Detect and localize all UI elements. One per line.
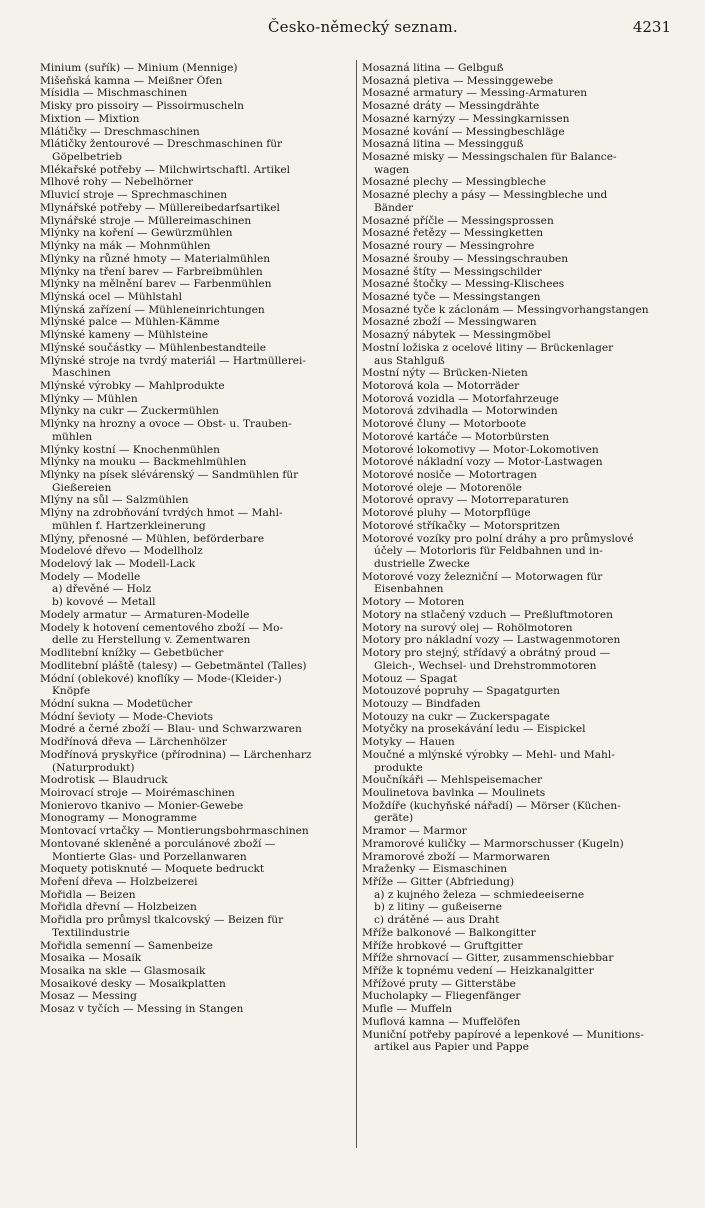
dictionary-entry: Mosazné tyče k záclonám — Messingvorhangstangen	[362, 303, 649, 316]
dictionary-entry: Mostní ložiska z ocelové litiny — Brückenlager	[362, 341, 614, 354]
dictionary-entry: Göpelbetrieb	[52, 151, 123, 164]
dictionary-entry: Montované skleněné a porculánové zboží —	[40, 837, 276, 850]
dictionary-entry: Motyky — Hauen	[362, 736, 455, 749]
dictionary-entry: Textilindustrie	[52, 926, 130, 939]
dictionary-entry: Mosazný nábytek — Messingmöbel	[362, 329, 551, 342]
dictionary-entry: Mosazné štíty — Messingschilder	[362, 265, 542, 278]
dictionary-entry: geräte)	[374, 812, 414, 825]
dictionary-entry: Moulinetova bavlnka — Moulinets	[362, 786, 546, 799]
dictionary-entry: delle zu Herstellung v. Zementwaren	[52, 634, 251, 647]
dictionary-entry: Muflová kamna — Muffelöfen	[362, 1015, 521, 1028]
dictionary-entry: Mosazné zboží — Messingwaren	[362, 316, 537, 329]
dictionary-entry: Mlýny, přenosné — Mühlen, beförderbare	[40, 532, 265, 545]
dictionary-entry: Motorové nosiče — Motortragen	[362, 469, 537, 481]
dictionary-entry: b) kovové — Metall	[52, 596, 156, 609]
dictionary-entry: Misky pro pissoiry — Pissoirmuscheln	[40, 100, 244, 113]
dictionary-entry: mühlen f. Hartzerkleinerung	[52, 519, 206, 532]
dictionary-entry: Mlýnské výrobky — Mahlprodukte	[40, 379, 225, 392]
left-column	[40, 62, 348, 1016]
dictionary-entry: Moučné a mlýnské výrobky — Mehl- und Mahl-	[362, 748, 615, 761]
dictionary-entry: Mosaz — Messing	[40, 990, 137, 1003]
dictionary-entry: Gießereien	[52, 481, 112, 494]
dictionary-entry: Monierovo tkanivo — Monier-Gewebe	[40, 799, 244, 812]
dictionary-entry: Motouz — Spagat	[362, 672, 458, 685]
dictionary-entry: c) drátěné — aus Draht	[374, 914, 500, 927]
dictionary-entry: Modré a černé zboží — Blau- und Schwarzwaren	[40, 723, 302, 736]
dictionary-entry: Módní ševioty — Mode-Cheviots	[40, 710, 214, 723]
dictionary-entry: Mříže balkonové — Balkongitter	[362, 926, 536, 939]
dictionary-entry: Mraženky — Eismaschinen	[362, 863, 508, 876]
dictionary-entry: Muniční potřeby papírové a lepenkové — Munitions-	[362, 1028, 644, 1041]
dictionary-entry: Moirovací stroje — Moirémaschinen	[40, 786, 235, 799]
dictionary-entry: Mlynářské stroje — Müllereimaschinen	[40, 214, 252, 227]
dictionary-entry: Mříže — Gitter (Abfriedung)	[362, 876, 515, 888]
dictionary-entry: Motory pro stejný, střídavý a obrátný proud —	[362, 647, 611, 660]
dictionary-entry: Motory pro nákladní vozy — Lastwagenmotoren	[362, 634, 621, 647]
dictionary-entry: Motorové oleje — Motorenöle	[362, 481, 522, 494]
dictionary-entry: wagen	[374, 163, 410, 176]
dictionary-entry: Mixtion — Mixtion	[40, 112, 140, 125]
dictionary-entry: Motorové pluhy — Motorpflüge	[362, 507, 531, 520]
dictionary-entry: Mlýnky na tření barev — Farbreibmühlen	[40, 265, 263, 278]
dictionary-entry: Mosazné příčle — Messingsprossen	[362, 214, 554, 227]
dictionary-entry: Mosazné karnýzy — Messingkarnissen	[362, 112, 570, 125]
dictionary-entry: Módní (oblekové) knoflíky — Mode-(Kleider-)	[40, 672, 282, 685]
dictionary-entry: Mosazné řetězy — Messingketten	[362, 227, 544, 240]
page-number: 4231	[632, 18, 671, 36]
dictionary-entry: Mlátičky žentourové — Dreschmaschinen für	[40, 138, 283, 151]
dictionary-entry: Mramor — Marmor	[362, 825, 467, 838]
dictionary-entry: Modrotisk — Blaudruck	[40, 774, 168, 787]
dictionary-entry: Maschinen	[52, 367, 111, 380]
dictionary-entry: Mlýnky na mák — Mohnmühlen	[40, 240, 211, 253]
dictionary-entry: Mišeňská kamna — Meißner Öfen	[40, 74, 223, 87]
dictionary-entry: Motorové stříkačky — Motorspritzen	[362, 519, 560, 532]
dictionary-entry: Mlhové rohy — Nebelhörner	[40, 176, 194, 189]
dictionary-entry: Gleich-, Wechsel- und Drehstrommotoren	[374, 659, 597, 672]
dictionary-entry: Mosazné plechy — Messingbleche	[362, 176, 546, 189]
dictionary-entry: Moření dřeva — Holzbeizerei	[40, 876, 198, 888]
dictionary-entry: Mlýnky na hrozny a ovoce — Obst- u. Trauben-	[40, 418, 292, 431]
dictionary-entry: Mluvicí stroje — Sprechmaschinen	[40, 189, 228, 202]
dictionary-entry: Mramorové zboží — Marmorwaren	[362, 850, 551, 863]
dictionary-entry: produkte	[374, 761, 423, 774]
dictionary-entry: Mísidla — Mischmaschinen	[40, 87, 188, 100]
dictionary-entry: Módní sukna — Modetücher	[40, 697, 193, 710]
dictionary-entry: Mosazná litina — Messingguß	[362, 138, 524, 151]
dictionary-entry: Mlýnky na různé hmoty — Materialmühlen	[40, 252, 271, 265]
dictionary-entry: Mlékařské potřeby — Milchwirtschaftl. Artikel	[40, 163, 291, 176]
dictionary-entry: Motorové vozy železniční — Motorwagen für	[362, 570, 603, 583]
dictionary-entry: Mlýnské stroje na tvrdý materiál — Hartmüllerei-	[40, 354, 307, 367]
dictionary-entry: Modlitební pláště (talesy) — Gebetmäntel (Talles)	[40, 659, 307, 672]
dictionary-entry: a) z kujného železa — schmiedeeiserne	[374, 888, 585, 901]
dictionary-entry: Mucholapky — Fliegenfänger	[362, 990, 521, 1003]
dictionary-entry: Mlynářské potřeby — Müllereibedarfsartikel	[40, 201, 280, 214]
dictionary-entry: Motouzové popruhy — Spagatgurten	[362, 685, 560, 698]
dictionary-entry: Mořidla semenní — Samenbeize	[40, 939, 213, 952]
dictionary-entry: Mosazné roury — Messingrohre	[362, 240, 535, 253]
dictionary-entry: Mřížové pruty — Gitterstäbe	[362, 977, 516, 990]
dictionary-entry: Mosazná litina — Gelbguß	[362, 62, 504, 74]
dictionary-entry: Mlýnky na mouku — Backmehlmühlen	[40, 456, 247, 469]
dictionary-entry: Modlitební knížky — Gebetbücher	[40, 647, 224, 660]
dictionary-entry: Mosaz v tyčích — Messing in Stangen	[40, 1003, 244, 1016]
dictionary-entry: Motorová vozidla — Motorfahrzeuge	[362, 392, 559, 405]
dictionary-entry: Monogramy — Monogramme	[40, 812, 197, 825]
dictionary-entry: Mosazná pletiva — Messinggewebe	[362, 74, 554, 87]
dictionary-entry: Mlýnky na písek slévárenský — Sandmühlen für	[40, 469, 299, 481]
dictionary-entry: Mosazné kování — Messingbeschläge	[362, 125, 565, 138]
dictionary-entry: Mosaika na skle — Glasmosaik	[40, 965, 206, 978]
dictionary-entry: Mlátičky — Dreschmaschinen	[40, 125, 200, 138]
dictionary-entry: Motory — Motoren	[362, 596, 465, 609]
dictionary-entry: Mříže k topnému vedení — Heizkanalgitter	[362, 965, 594, 978]
page-header	[0, 18, 705, 40]
dictionary-entry: Mlýnky na cukr — Zuckermühlen	[40, 405, 219, 418]
dictionary-entry: dustrielle Zwecke	[374, 558, 470, 571]
dictionary-entry: Mramorové kuličky — Marmorschusser (Kugeln)	[362, 837, 624, 850]
dictionary-entry: Mlýnky na koření — Gewürzmühlen	[40, 227, 233, 240]
dictionary-entry: Mosazné dráty — Messingdrähte	[362, 100, 540, 113]
dictionary-entry: Mlýnské kameny — Mühlsteine	[40, 329, 209, 342]
dictionary-entry: Modelové dřevo — Modellholz	[40, 545, 203, 558]
column-divider	[356, 60, 357, 1148]
dictionary-entry: Mořidla pro průmysl tkalcovský — Beizen für	[40, 914, 284, 927]
dictionary-entry: Mlýnky kostní — Knochenmühlen	[40, 443, 220, 456]
dictionary-entry: Mlýny na zdrobňování tvrdých hmot — Mahl-	[40, 507, 283, 520]
dictionary-entry: Moučníkáři — Mehlspeisemacher	[362, 774, 543, 787]
dictionary-entry: Motorová kola — Motorräder	[362, 379, 520, 392]
dictionary-entry: účely — Motorloris für Feldbahnen und in-	[374, 545, 603, 558]
dictionary-entry: Modelový lak — Modell-Lack	[40, 558, 196, 571]
dictionary-entry: aus Stahlguß	[374, 354, 445, 367]
dictionary-entry: Mořidla — Beizen	[40, 888, 136, 901]
dictionary-entry: Mosaikové desky — Mosaikplatten	[40, 977, 226, 990]
dictionary-entry: Eisenbahnen	[374, 583, 444, 596]
dictionary-entry: a) dřevěné — Holz	[52, 583, 152, 596]
dictionary-entry: mühlen	[52, 430, 93, 443]
dictionary-entry: Mosaika — Mosaik	[40, 952, 142, 965]
dictionary-entry: Motory na surový olej — Rohölmotoren	[362, 621, 573, 634]
dictionary-entry: (Naturprodukt)	[52, 761, 135, 774]
dictionary-entry: Mosazné štočky — Messing-Klischees	[362, 278, 565, 291]
dictionary-entry: Moquety potisknuté — Moquete bedruckt	[40, 863, 265, 876]
dictionary-entry: Knöpfe	[52, 685, 91, 698]
dictionary-entry: Mostní nýty — Brücken-Nieten	[362, 367, 528, 380]
dictionary-entry: Mořidla dřevní — Holzbeizen	[40, 901, 197, 914]
dictionary-entry: Motouzy — Bindfaden	[362, 697, 481, 710]
dictionary-entry: Montierte Glas- und Porzellanwaren	[52, 850, 247, 863]
dictionary-entry: Modely k hotovení cementového zboží — Mo-	[40, 621, 284, 634]
dictionary-entry: b) z litiny — gußeiserne	[374, 901, 502, 914]
dictionary-entry: Motory na stlačený vzduch — Preßluftmotoren	[362, 608, 613, 621]
dictionary-entry: Mlýnská zařízení — Mühleneinrichtungen	[40, 303, 265, 316]
dictionary-entry: Motyčky na prosekávání ledu — Eispickel	[362, 723, 586, 736]
dictionary-entry: Motouzy na cukr — Zuckerspagate	[362, 710, 550, 723]
dictionary-entry: Motorová zdvihadla — Motorwinden	[362, 405, 558, 418]
dictionary-entry: Mlýnské palce — Mühlen-Kämme	[40, 316, 220, 329]
dictionary-entry: Minium (suřík) — Minium (Mennige)	[40, 62, 238, 74]
right-column	[362, 62, 672, 1054]
dictionary-entry: Mlýnky — Mühlen	[40, 392, 138, 405]
dictionary-entry: Motorové kartáče — Motorbürsten	[362, 430, 550, 443]
dictionary-entry: Mlýnské součástky — Mühlenbestandteile	[40, 341, 267, 354]
dictionary-entry: Mlýny na sůl — Salzmühlen	[40, 494, 189, 507]
dictionary-entry: Motorové čluny — Motorboote	[362, 418, 527, 431]
dictionary-entry: Montovací vrtačky — Montierungsbohrmaschinen	[40, 825, 309, 838]
dictionary-entry: Mlýnky na mělnění barev — Farbenmühlen	[40, 278, 272, 291]
dictionary-entry: Modely — Modelle	[40, 570, 141, 583]
dictionary-entry: Mufle — Muffeln	[362, 1003, 453, 1016]
dictionary-entry: Mosazné misky — Messingschalen für Balance-	[362, 151, 617, 164]
page-title: Česko-německý seznam.	[268, 18, 458, 36]
dictionary-entry: Motorové opravy — Motorreparaturen	[362, 494, 569, 507]
dictionary-entry: Motorové vozíky pro polní dráhy a pro průmyslové	[362, 532, 634, 545]
dictionary-entry: Bänder	[374, 201, 414, 214]
dictionary-entry: artikel aus Papier und Pappe	[374, 1041, 529, 1054]
dictionary-entry: Modřínová pryskyřice (přírodnina) — Lärchenharz	[40, 748, 312, 761]
dictionary-entry: Mříže hrobkové — Gruftgitter	[362, 939, 523, 952]
dictionary-entry: Moždíře (kuchyňské nářadí) — Mörser (Küchen-	[362, 799, 621, 812]
dictionary-entry: Mříže shrnovací — Gitter, zusammenschiebbar	[362, 952, 614, 965]
dictionary-entry: Modřínová dřeva — Lärchenhölzer	[40, 736, 227, 749]
dictionary-entry: Mosazné šrouby — Messingschrauben	[362, 252, 569, 265]
dictionary-entry: Mosazné armatury — Messing-Armaturen	[362, 87, 588, 100]
dictionary-entry: Mosazné tyče — Messingstangen	[362, 290, 541, 303]
dictionary-entry: Modely armatur — Armaturen-Modelle	[40, 608, 250, 621]
dictionary-entry: Mlýnská ocel — Mühlstahl	[40, 290, 182, 303]
dictionary-entry: Motorové nákladní vozy — Motor-Lastwagen	[362, 456, 603, 469]
dictionary-entry: Motorové lokomotivy — Motor-Lokomotiven	[362, 443, 599, 456]
dictionary-entry: Mosazné plechy a pásy — Messingbleche und	[362, 189, 608, 202]
